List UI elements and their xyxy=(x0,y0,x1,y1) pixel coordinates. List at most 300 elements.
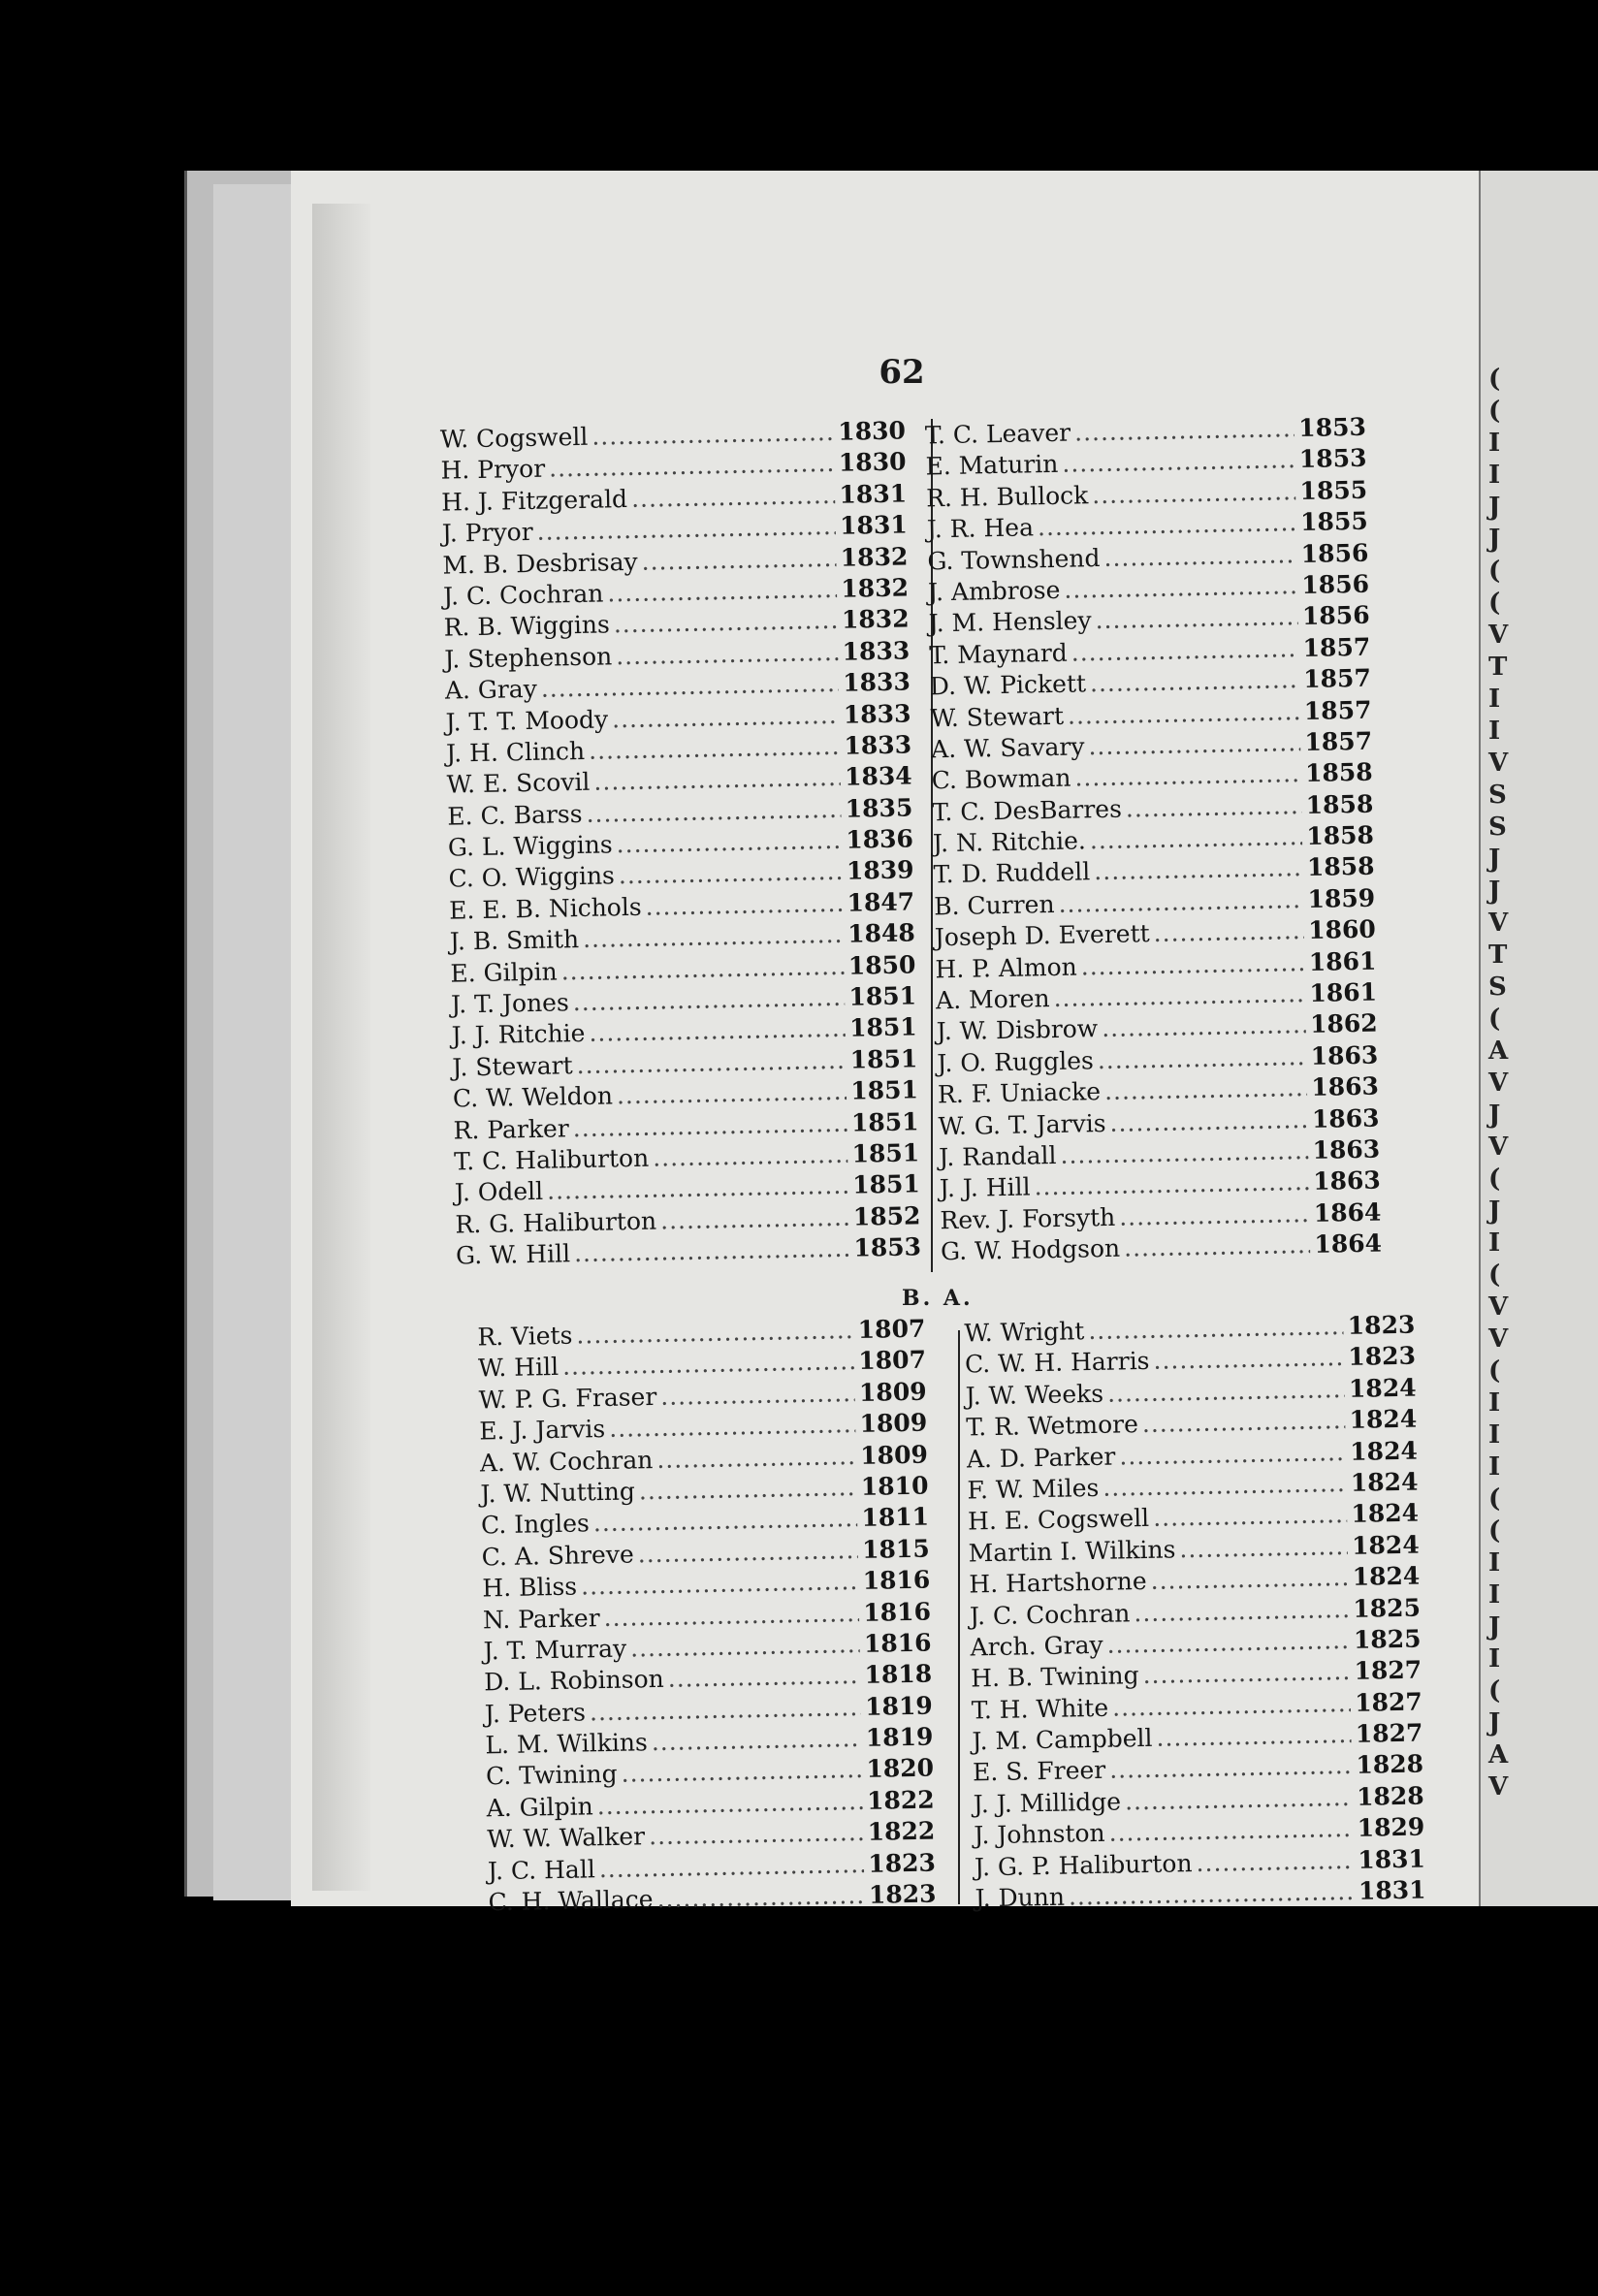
entry-name: W. W. Walker xyxy=(487,1822,646,1854)
upper-right-list xyxy=(925,413,1383,1269)
margin-fragment: I xyxy=(1488,1228,1501,1258)
entry-year: 1815 xyxy=(861,1534,930,1564)
leader-dots xyxy=(617,1077,847,1110)
entry-year: 1851 xyxy=(849,1044,918,1074)
leader-dots xyxy=(639,1473,858,1505)
entry-year: 1816 xyxy=(863,1628,932,1658)
entry-year: 1863 xyxy=(1312,1134,1381,1164)
entry-year: 1824 xyxy=(1351,1498,1420,1529)
leader-dots xyxy=(660,1203,849,1235)
entry-year: 1853 xyxy=(1297,412,1367,443)
entry-year: 1855 xyxy=(1299,475,1368,505)
entry-year: 1833 xyxy=(842,667,911,697)
entry-name: J. W. Nutting xyxy=(480,1477,636,1509)
entry-name: D. L. Robinson xyxy=(483,1665,664,1697)
margin-fragment: T xyxy=(1488,941,1508,970)
margin-fragment: J xyxy=(1488,1708,1501,1738)
entry-year: 1850 xyxy=(847,950,916,980)
entry-name: C. W. H. Harris xyxy=(964,1347,1150,1379)
entry-year: 1851 xyxy=(851,1169,921,1200)
entry-year: 1823 xyxy=(1348,1341,1417,1372)
leader-dots xyxy=(1104,1073,1308,1105)
entry-name: B. Curren xyxy=(933,889,1055,921)
leader-dots xyxy=(1179,1532,1348,1563)
entry-year: 1863 xyxy=(1310,1040,1379,1070)
entry-year: 1810 xyxy=(860,1471,929,1501)
entry-name: J. H. Clinch xyxy=(445,736,586,768)
entry-name: J. Peters xyxy=(484,1698,587,1729)
leader-dots xyxy=(1053,979,1305,1012)
entry-year: 1848 xyxy=(847,918,916,948)
entry-year: 1822 xyxy=(867,1816,936,1847)
leader-dots xyxy=(1069,1877,1356,1911)
entry-year: 1851 xyxy=(850,1106,919,1137)
lower-left-list xyxy=(477,1315,937,1920)
entry-year: 1856 xyxy=(1301,569,1370,599)
entry-year: 1833 xyxy=(844,730,912,760)
entry-year: 1855 xyxy=(1299,506,1368,537)
entry-name: J. R. Hea xyxy=(926,513,1035,544)
entry-year: 1816 xyxy=(863,1597,932,1627)
leader-dots xyxy=(637,1536,858,1568)
margin-fragment: I xyxy=(1488,1388,1501,1418)
entry-year: 1824 xyxy=(1350,1467,1419,1497)
entry-name: A. W. Savary xyxy=(930,732,1085,764)
entry-year: 1856 xyxy=(1300,538,1369,568)
leader-dots xyxy=(621,1755,862,1788)
leader-dots xyxy=(609,1410,856,1443)
leader-dots xyxy=(1060,1136,1309,1169)
margin-fragment: J xyxy=(1488,493,1501,522)
entry-name: T. H. White xyxy=(971,1693,1109,1725)
margin-fragment: V xyxy=(1488,1132,1509,1162)
entry-name: J. B. Smith xyxy=(449,925,580,956)
margin-fragment: ( xyxy=(1488,1484,1501,1514)
margin-fragment: I xyxy=(1488,461,1501,490)
entry-name: C. Ingles xyxy=(480,1509,591,1540)
entry-name: J. T. Murray xyxy=(483,1634,627,1666)
leader-dots xyxy=(1126,791,1302,822)
entry-year: 1809 xyxy=(859,1440,929,1470)
margin-fragment: V xyxy=(1488,621,1509,650)
entry-name: W. Stewart xyxy=(930,701,1065,732)
leader-dots xyxy=(641,543,837,575)
entry-name: R. H. Bullock xyxy=(925,481,1089,513)
leader-dots xyxy=(583,920,845,953)
margin-fragment: ( xyxy=(1488,1356,1501,1386)
entry-year: 1833 xyxy=(843,698,911,729)
leader-dots xyxy=(1107,1375,1345,1408)
column-divider-lower xyxy=(958,1330,960,1904)
entry-year: 1832 xyxy=(841,604,910,635)
entry-name: G. W. Hill xyxy=(455,1239,571,1270)
leader-dots xyxy=(581,1567,859,1600)
adjacent-page-edge xyxy=(1479,171,1598,1906)
upper-left-list xyxy=(440,416,922,1273)
entry-year: 1831 xyxy=(1358,1875,1426,1905)
entry-name: J. T. T. Moody xyxy=(445,704,609,737)
leader-dots xyxy=(656,1881,865,1913)
entry-year: 1823 xyxy=(868,1848,937,1878)
entry-year: 1830 xyxy=(837,416,907,446)
entry-name: W. G. T. Jarvis xyxy=(938,1108,1106,1140)
entry-year: 1857 xyxy=(1303,695,1372,725)
leader-dots xyxy=(593,1504,858,1537)
entry-year: 1852 xyxy=(852,1201,921,1231)
margin-fragment: ( xyxy=(1488,365,1501,394)
entry-name: H. B. Twining xyxy=(970,1661,1139,1693)
entry-name: L. M. Wilkins xyxy=(485,1728,649,1760)
entry-name: W. E. Scovil xyxy=(446,768,591,799)
entry-name: H. Hartshorne xyxy=(969,1567,1147,1599)
entry-name: J. C. Cochran xyxy=(442,579,604,611)
entry-year: 1858 xyxy=(1306,820,1375,851)
entry-year: 1858 xyxy=(1305,789,1374,819)
entry-name: Joseph D. Everett xyxy=(934,919,1150,952)
entry-year: 1858 xyxy=(1306,852,1375,882)
entry-year: 1827 xyxy=(1354,1655,1422,1686)
entry-name: A. Gray xyxy=(444,674,538,705)
leader-dots xyxy=(645,889,844,921)
leader-dots xyxy=(549,449,835,483)
entry-name: C. H. Wallace xyxy=(488,1885,654,1917)
leader-dots xyxy=(590,1693,862,1726)
leader-dots xyxy=(616,638,839,670)
leader-dots xyxy=(1153,916,1304,947)
entry-name: H. E. Cogswell xyxy=(967,1504,1150,1536)
leader-dots xyxy=(598,1850,864,1883)
entry-name: E. E. B. Nichols xyxy=(448,892,642,925)
entry-name: A. Gilpin xyxy=(486,1792,594,1823)
leader-dots xyxy=(572,983,845,1016)
leader-dots xyxy=(1074,414,1295,446)
margin-fragment: J xyxy=(1488,1612,1501,1642)
entry-name: G. L. Wiggins xyxy=(447,830,613,862)
margin-fragment: I xyxy=(1488,685,1501,714)
margin-fragment: ( xyxy=(1488,557,1501,586)
entry-name: E. J. Jarvis xyxy=(479,1415,606,1446)
entry-year: 1856 xyxy=(1301,601,1370,631)
leader-dots xyxy=(589,1014,846,1047)
leader-dots xyxy=(562,1347,855,1381)
entry-name: J. Dunn xyxy=(975,1882,1066,1913)
entry-year: 1857 xyxy=(1302,632,1371,662)
entry-name: Rev. J. Forsyth xyxy=(940,1202,1116,1235)
entry-year: 1847 xyxy=(847,887,915,917)
section-heading-ba: B. A. xyxy=(902,1286,974,1311)
margin-fragment: V xyxy=(1488,1772,1509,1802)
entry-name: E. Gilpin xyxy=(450,957,558,988)
entry-year: 1824 xyxy=(1349,1436,1419,1466)
margin-fragment: S xyxy=(1488,781,1507,810)
margin-fragment: V xyxy=(1488,1068,1509,1098)
margin-fragment: ( xyxy=(1488,1516,1501,1546)
entry-name: J. Stephenson xyxy=(444,642,613,674)
entry-name: E. C. Barss xyxy=(447,799,583,831)
entry-name: J. N. Ritchie. xyxy=(932,826,1087,858)
entry-name: J. C. Hall xyxy=(487,1854,596,1886)
entry-year: 1822 xyxy=(866,1785,935,1815)
leader-dots xyxy=(1119,1199,1310,1231)
entry-year: 1807 xyxy=(857,1314,926,1344)
leader-dots xyxy=(1094,854,1303,886)
entry-year: 1809 xyxy=(858,1377,927,1407)
entry-year: 1830 xyxy=(838,447,907,478)
entry-year: 1831 xyxy=(839,479,908,509)
leader-dots xyxy=(1153,1500,1348,1532)
entry-name: H. Bliss xyxy=(482,1572,578,1603)
entry-name: M. B. Desbrisay xyxy=(442,547,638,580)
leader-dots xyxy=(1071,634,1298,667)
leader-dots xyxy=(589,732,841,765)
entry-year: 1819 xyxy=(864,1691,934,1721)
leader-dots xyxy=(1156,1720,1352,1752)
entry-name: F. W. Miles xyxy=(967,1473,1100,1505)
leader-dots xyxy=(541,669,840,703)
entry-name: E. Maturin xyxy=(925,450,1059,481)
margin-fragment: T xyxy=(1488,653,1508,682)
margin-fragment: ( xyxy=(1488,589,1501,618)
entry-year: 1825 xyxy=(1353,1593,1422,1623)
entry-year: 1824 xyxy=(1348,1373,1417,1403)
entry-name: D. W. Pickett xyxy=(929,669,1087,701)
margin-fragment: ( xyxy=(1488,1676,1501,1706)
entry-year: 1834 xyxy=(844,761,912,792)
entry-year: 1824 xyxy=(1349,1404,1418,1435)
entry-name: C. A. Shreve xyxy=(481,1540,635,1572)
margin-fragment: A xyxy=(1488,1740,1509,1770)
leader-dots xyxy=(1103,540,1297,572)
leader-dots xyxy=(596,1787,863,1820)
entry-name: W. P. G. Fraser xyxy=(478,1382,657,1415)
leader-dots xyxy=(614,606,839,638)
entry-name: C. O. Wiggins xyxy=(448,861,616,894)
margin-fragment: V xyxy=(1488,1292,1509,1322)
entry-name: R. F. Uniacke xyxy=(937,1077,1102,1109)
entry-name: J. J. Millidge xyxy=(973,1787,1122,1819)
entry-name: T. Maynard xyxy=(929,638,1069,670)
margin-fragment: V xyxy=(1488,749,1509,778)
margin-fragment: A xyxy=(1488,1036,1509,1066)
leader-dots xyxy=(660,1379,855,1411)
entry-year: 1827 xyxy=(1355,1718,1423,1748)
entry-name: J. C. Cochran xyxy=(969,1598,1131,1630)
entry-name: Martin I. Wilkins xyxy=(968,1535,1176,1568)
entry-name: J. W. Weeks xyxy=(965,1379,1104,1411)
leader-dots xyxy=(1092,477,1296,509)
leader-dots xyxy=(572,1108,847,1141)
entry-name: W. Cogswell xyxy=(439,422,589,454)
entry-name: T. C. Leaver xyxy=(924,418,1071,450)
leader-dots xyxy=(593,763,841,796)
leader-dots xyxy=(630,1630,860,1663)
leader-dots xyxy=(1153,1343,1344,1375)
entry-name: R. Parker xyxy=(453,1113,570,1145)
leader-dots xyxy=(612,700,840,733)
leader-dots xyxy=(1088,1312,1344,1345)
leader-dots xyxy=(603,1598,859,1631)
margin-fragment: J xyxy=(1488,845,1501,874)
entry-year: 1823 xyxy=(1347,1310,1416,1340)
entry-year: 1851 xyxy=(850,1075,919,1105)
entry-year: 1819 xyxy=(865,1722,934,1752)
entry-year: 1811 xyxy=(861,1502,930,1533)
leader-dots xyxy=(1062,446,1295,479)
leader-dots xyxy=(1103,1469,1347,1502)
entry-year: 1863 xyxy=(1311,1071,1380,1102)
entry-name: J. Pryor xyxy=(441,518,533,548)
leader-dots xyxy=(547,1171,849,1205)
leader-dots xyxy=(1134,1594,1350,1626)
margin-fragment: I xyxy=(1488,1548,1501,1578)
margin-fragment: I xyxy=(1488,1580,1501,1610)
leader-dots xyxy=(631,481,836,513)
leader-dots xyxy=(1109,1105,1308,1137)
entry-year: 1818 xyxy=(864,1659,933,1690)
page-number: 62 xyxy=(879,353,925,392)
leader-dots xyxy=(1102,1010,1306,1042)
entry-year: 1857 xyxy=(1304,726,1373,756)
entry-name: C. Twining xyxy=(485,1760,618,1791)
entry-year: 1827 xyxy=(1354,1687,1423,1717)
entry-year: 1861 xyxy=(1308,946,1377,976)
entry-year: 1836 xyxy=(846,824,914,854)
margin-fragment: I xyxy=(1488,1644,1501,1674)
entry-name: J. Johnston xyxy=(974,1819,1105,1850)
leader-dots xyxy=(1142,1657,1351,1689)
entry-name: E. S. Freer xyxy=(972,1756,1106,1787)
entry-year: 1829 xyxy=(1357,1812,1425,1843)
leader-dots xyxy=(1068,697,1300,730)
leader-dots xyxy=(560,951,845,985)
entry-year: 1835 xyxy=(845,793,913,823)
leader-dots xyxy=(619,857,844,889)
leader-dots xyxy=(586,795,842,828)
entry-year: 1859 xyxy=(1307,883,1376,913)
entry-name: Arch. Gray xyxy=(970,1630,1103,1662)
margin-fragment: J xyxy=(1488,525,1501,554)
entry-name: J. T. Jones xyxy=(450,988,570,1019)
leader-dots xyxy=(576,1316,854,1349)
entry-name: R. Viets xyxy=(477,1321,573,1352)
entry-year: 1839 xyxy=(846,855,914,886)
entry-year: 1860 xyxy=(1307,914,1377,945)
entry-name: H. P. Almon xyxy=(935,952,1078,983)
entry-name: C. Bowman xyxy=(931,763,1071,795)
entry-year: 1816 xyxy=(862,1565,931,1596)
leader-dots xyxy=(1038,508,1297,541)
leader-dots xyxy=(1058,885,1304,918)
margin-fragment: S xyxy=(1488,813,1507,842)
leader-dots xyxy=(1090,822,1303,854)
entry-name: J. M. Campbell xyxy=(972,1723,1153,1756)
leader-dots xyxy=(574,1234,850,1267)
entry-year: 1832 xyxy=(841,573,910,603)
entry-name: J. W. Disbrow xyxy=(936,1014,1099,1046)
entry-year: 1857 xyxy=(1302,663,1372,694)
entry-year: 1824 xyxy=(1352,1561,1421,1592)
entry-year: 1861 xyxy=(1309,977,1378,1007)
leader-dots xyxy=(649,1818,864,1850)
leader-dots xyxy=(1080,948,1305,980)
entry-name: W. Hill xyxy=(477,1353,559,1383)
entry-name: J. Randall xyxy=(938,1140,1057,1172)
margin-fragment: I xyxy=(1488,429,1501,458)
leader-dots xyxy=(1098,1042,1307,1074)
leader-dots xyxy=(1196,1846,1354,1877)
leader-dots xyxy=(1125,1783,1354,1816)
leader-dots xyxy=(607,575,838,608)
entry-name: T. C. DesBarres xyxy=(932,794,1123,827)
entry-name: H. J. Fitzgerald xyxy=(440,484,628,517)
entry-name: T. R. Wetmore xyxy=(966,1410,1139,1442)
leader-dots xyxy=(1090,665,1300,697)
entry-name: A. W. Cochran xyxy=(479,1445,654,1478)
leader-dots xyxy=(616,826,842,858)
entry-name: H. Pryor xyxy=(440,455,546,486)
margin-fragment: I xyxy=(1488,717,1501,746)
leader-dots xyxy=(1119,1438,1346,1470)
entry-name: A. Moren xyxy=(935,984,1050,1015)
entry-year: 1831 xyxy=(839,510,908,540)
leader-dots xyxy=(1108,1814,1354,1847)
entry-name: R. G. Haliburton xyxy=(455,1206,657,1239)
margin-fragment: J xyxy=(1488,1196,1501,1226)
entry-year: 1853 xyxy=(1298,444,1367,474)
leader-dots xyxy=(1124,1230,1311,1262)
leader-dots xyxy=(1112,1689,1352,1722)
lower-right-list xyxy=(964,1311,1426,1916)
entry-name: J. O. Ruggles xyxy=(937,1046,1095,1078)
margin-fragment: I xyxy=(1488,1452,1501,1482)
margin-fragment: I xyxy=(1488,1420,1501,1450)
entry-year: 1851 xyxy=(848,981,917,1011)
leader-dots xyxy=(651,1724,862,1756)
entry-year: 1828 xyxy=(1356,1781,1424,1811)
leader-dots xyxy=(591,418,834,451)
leader-dots xyxy=(1142,1406,1346,1438)
leader-dots xyxy=(536,512,836,546)
entry-name: N. Parker xyxy=(482,1603,600,1634)
entry-name: T. D. Ruddell xyxy=(933,857,1091,889)
margin-fragment: V xyxy=(1488,909,1509,938)
entry-name: T. C. Haliburton xyxy=(453,1143,650,1176)
entry-name: W. Wright xyxy=(964,1317,1085,1348)
entry-year: 1862 xyxy=(1309,1009,1378,1039)
entry-name: R. B. Wiggins xyxy=(443,610,611,642)
leader-dots xyxy=(576,1046,847,1079)
margin-fragment: J xyxy=(1488,877,1501,906)
entry-year: 1807 xyxy=(858,1346,927,1376)
margin-fragment: S xyxy=(1488,973,1507,1002)
entry-name: J. J. Hill xyxy=(939,1172,1031,1203)
entry-year: 1820 xyxy=(866,1754,935,1784)
entry-name: J. Ambrose xyxy=(927,575,1061,607)
entry-name: A. D. Parker xyxy=(966,1442,1116,1474)
leader-dots xyxy=(1064,571,1298,604)
entry-year: 1833 xyxy=(842,636,911,666)
page-gutter-shadow xyxy=(312,204,370,1891)
entry-name: J. Odell xyxy=(454,1177,544,1207)
entry-year: 1863 xyxy=(1312,1165,1382,1196)
leader-dots xyxy=(656,1442,857,1474)
margin-fragment: ( xyxy=(1488,1004,1501,1034)
margin-fragment: ( xyxy=(1488,397,1501,426)
entry-name: G. Townshend xyxy=(927,543,1101,575)
leader-dots xyxy=(1106,1626,1350,1659)
leader-dots xyxy=(1095,602,1298,634)
leader-dots xyxy=(1088,728,1301,760)
